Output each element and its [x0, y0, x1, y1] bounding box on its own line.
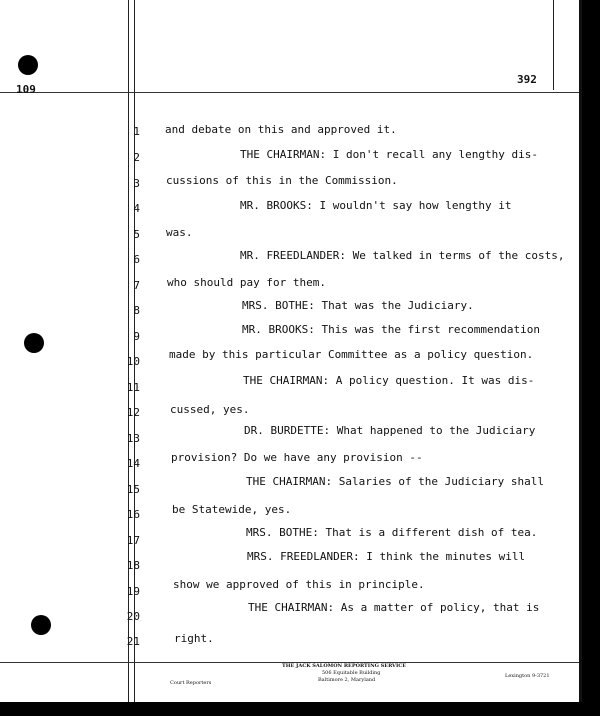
- transcript-line: MR. FREEDLANDER: We talked in terms of the costs,: [240, 249, 565, 262]
- transcript-line: THE CHAIRMAN: Salaries of the Judiciary shall: [246, 475, 545, 488]
- line-number: 20: [126, 610, 140, 623]
- footer-right-label: Lexington 9-3721: [505, 673, 550, 679]
- transcript-line: provision? Do we have any provision --: [171, 451, 423, 464]
- transcript-line: was.: [166, 226, 193, 239]
- line-number: 4: [133, 202, 140, 215]
- line-number: 7: [133, 279, 140, 292]
- transcript-line: cussed, yes.: [170, 403, 250, 416]
- footer-address-line: Baltimore 2, Maryland: [318, 677, 376, 683]
- line-number: 15: [126, 483, 140, 496]
- line-number: 6: [133, 253, 140, 266]
- transcript-line: show we approved of this in principle.: [173, 578, 425, 591]
- transcript-line: cussions of this in the Commission.: [166, 174, 398, 187]
- line-number: 21: [126, 635, 140, 648]
- punch-hole: [31, 615, 51, 635]
- punch-hole: [18, 55, 38, 75]
- line-number: 18: [126, 559, 140, 572]
- transcript-page-number: 392: [517, 73, 537, 86]
- line-number: 12: [126, 406, 140, 419]
- transcript-line: MR. BROOKS: This was the first recommendation: [242, 323, 541, 336]
- transcript-line: MRS. BOTHE: That is a different dish of tea.: [246, 526, 538, 539]
- footer-address-line: 506 Equitable Building: [322, 670, 381, 676]
- line-number: 3: [133, 177, 140, 190]
- transcript-line: right.: [174, 632, 214, 645]
- transcript-line: be Statewide, yes.: [172, 503, 292, 516]
- transcript-line: MR. BROOKS: I wouldn't say how lengthy it: [240, 199, 512, 212]
- page-edge: [579, 0, 582, 702]
- transcript-line: and debate on this and approved it.: [165, 123, 397, 136]
- footer-title: THE JACK SALOMON REPORTING SERVICE: [282, 663, 407, 669]
- line-number: 14: [126, 457, 140, 470]
- transcript-line: DR. BURDETTE: What happened to the Judiciary: [244, 424, 536, 437]
- punch-hole: [24, 333, 44, 353]
- line-number: 8: [133, 304, 140, 317]
- header-rule: [0, 92, 582, 93]
- line-number: 9: [133, 330, 140, 343]
- line-number: 10: [126, 355, 140, 368]
- line-number: 17: [126, 534, 140, 547]
- line-number: 19: [126, 585, 140, 598]
- right-margin-rule: [553, 0, 554, 90]
- transcript-line: who should pay for them.: [167, 276, 326, 289]
- transcript-line: THE CHAIRMAN: As a matter of policy, that is: [248, 601, 540, 614]
- transcript-line: THE CHAIRMAN: I don't recall any lengthy dis-: [240, 148, 539, 161]
- transcript-line: MRS. BOTHE: That was the Judiciary.: [242, 299, 474, 312]
- line-number: 16: [126, 508, 140, 521]
- line-number: 11: [126, 381, 140, 394]
- transcript-line: THE CHAIRMAN: A policy question. It was dis-: [243, 374, 535, 387]
- transcript-line: MRS. FREEDLANDER: I think the minutes will: [247, 550, 526, 563]
- transcript-line: made by this particular Committee as a policy question.: [169, 348, 534, 361]
- archive-page-number: 109: [16, 83, 36, 96]
- line-number: 5: [133, 228, 140, 241]
- line-number: 2: [133, 151, 140, 164]
- line-number: 1: [133, 125, 140, 138]
- line-number: 13: [126, 432, 140, 445]
- footer-left-label: Court Reporters: [170, 680, 212, 686]
